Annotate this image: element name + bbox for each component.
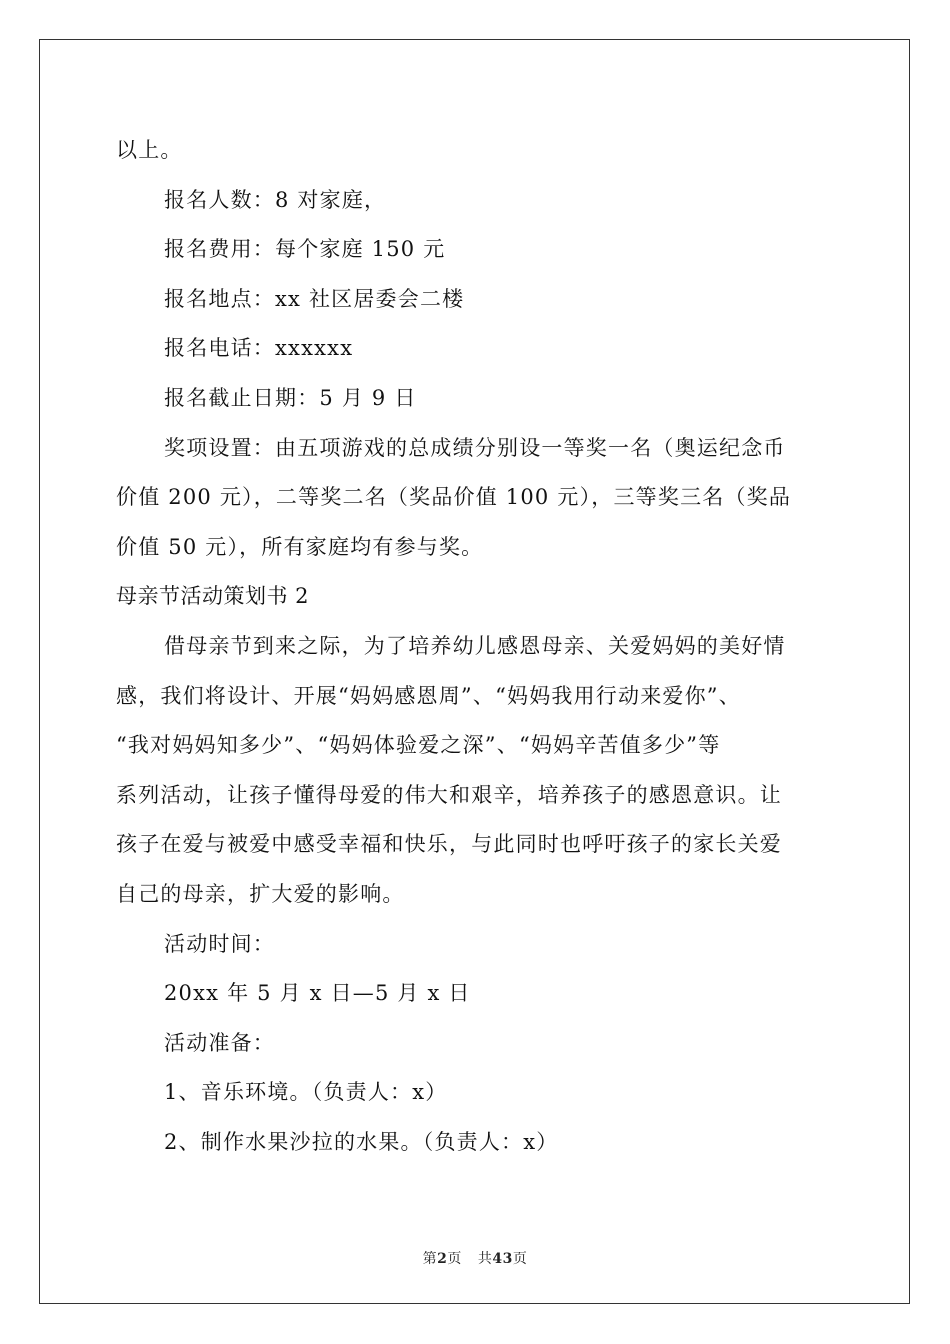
total-suffix: 页: [512, 1251, 528, 1267]
text-line: 价值 200 元），二等奖二名（奖品价值 100 元），三等奖三名（奖品: [116, 485, 792, 510]
section-heading: 母亲节活动策划书 2: [116, 584, 310, 609]
text-line: 价值 50 元），所有家庭均有参与奖。: [116, 534, 484, 559]
text-line: 以上。: [116, 138, 183, 162]
text-line: 报名人数：8 对家庭，: [164, 187, 387, 212]
text-line: 2、制作水果沙拉的水果。（负责人：x）: [164, 1129, 559, 1154]
text-line: “我对妈妈知多少”、“妈妈体验爱之深”、“妈妈辛苦值多少”等: [116, 733, 721, 758]
text-line: 报名电话：xxxxxx: [164, 336, 354, 361]
text-line: 报名地点：xx 社区居委会二楼: [164, 286, 465, 311]
text-line: 报名截止日期：5 月 9 日: [164, 385, 417, 410]
page-prefix: 第: [422, 1251, 438, 1267]
total-pages: 43: [492, 1251, 513, 1267]
text-line: 感，我们将设计、开展“妈妈感恩周”、“妈妈我用行动来爱你”、: [116, 683, 741, 708]
text-line: 报名费用：每个家庭 150 元: [164, 237, 446, 262]
page-suffix: 页: [447, 1251, 462, 1267]
text-line: 孩子在爱与被爱中感受幸福和快乐，与此同时也呼吁孩子的家长关爱: [116, 832, 782, 857]
document-body: [116, 126, 834, 1167]
total-prefix: 共: [477, 1251, 493, 1267]
page-number: 2: [437, 1251, 448, 1267]
text-line: 自己的母亲，扩大爱的影响。: [116, 881, 405, 906]
text-line: 活动准备：: [164, 1030, 275, 1055]
page-footer: [0, 1248, 950, 1268]
text-line: 奖项设置：由五项游戏的总成绩分别设一等奖一名（奥运纪念币: [164, 435, 786, 460]
text-line: 20xx 年 5 月 x 日—5 月 x 日: [164, 981, 471, 1006]
text-line: 1、音乐环境。（负责人：x）: [164, 1080, 448, 1105]
text-line: 活动时间：: [164, 931, 275, 956]
text-line: 系列活动，让孩子懂得母爱的伟大和艰辛，培养孩子的感恩意识。让: [116, 782, 782, 807]
text-line: 借母亲节到来之际，为了培养幼儿感恩母亲、关爱妈妈的美好情: [164, 633, 786, 658]
